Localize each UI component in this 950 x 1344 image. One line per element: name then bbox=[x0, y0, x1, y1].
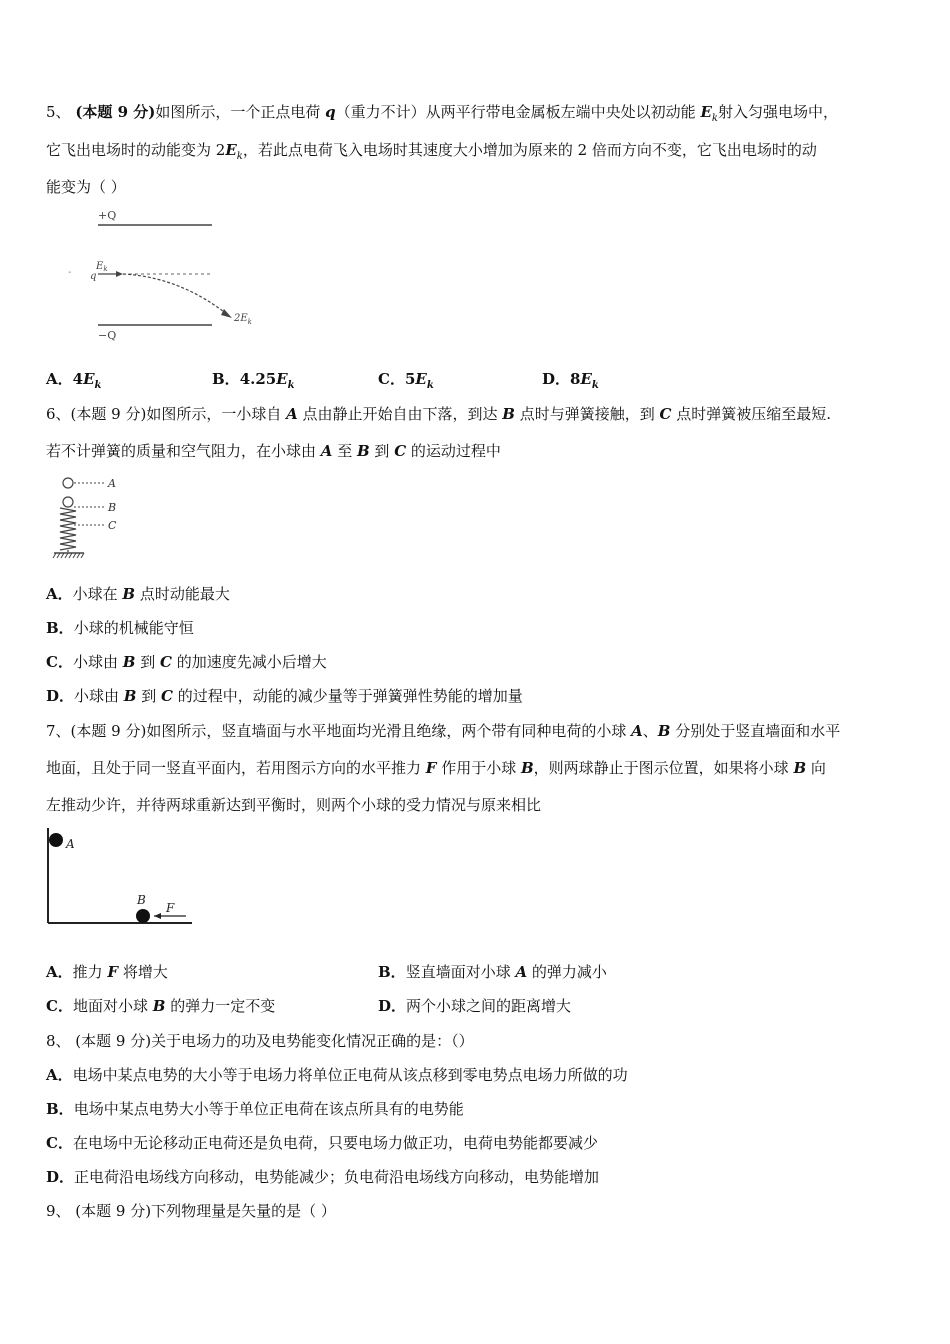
point-a-label: A bbox=[108, 477, 116, 490]
two-ek-label: $2E_k$ bbox=[234, 313, 252, 326]
q7-option-a[interactable]: A．推力 F 将增大 bbox=[46, 963, 168, 981]
q6-stem-line2: 若不计弹簧的质量和空气阻力，在小球由 A 至 B 到 C 的运动过程中 bbox=[46, 442, 501, 460]
point-c-label: C bbox=[108, 519, 117, 532]
q6-stem-line1: 6、(本题 9 分)如图所示，一小球自 A 点由静止开始自由下落，到达 B 点时与弹簧接触，到 C 点时弹簧被压缩至最短. bbox=[46, 405, 832, 423]
q9-stem: 9、 (本题 9 分)下列物理量是矢量的是（ ） bbox=[46, 1202, 336, 1220]
q5-option-d[interactable]: D．$8E_k$ bbox=[542, 370, 599, 391]
q5-option-c[interactable]: C．$5E_k$ bbox=[378, 370, 434, 391]
svg-text:-: - bbox=[68, 267, 72, 278]
q-label: q bbox=[90, 271, 97, 282]
q6-figure-spring bbox=[50, 475, 130, 560]
q7-option-c[interactable]: C．地面对小球 B 的弹力一定不变 bbox=[46, 997, 276, 1015]
q5-stem-line1: 5、 (本题 9 分)如图所示，一个正点电荷 q（重力不计）从两平行带电金属板左端中央处以初动能 $E_k$射入匀强电场中， bbox=[46, 103, 838, 124]
q5-stem-line3: 能变为（ ） bbox=[46, 178, 126, 196]
point-b-label: B bbox=[108, 501, 117, 514]
q7-option-d[interactable]: D．两个小球之间的距离增大 bbox=[378, 997, 572, 1015]
ek-label: $E_k$ bbox=[96, 261, 108, 273]
q6-option-c[interactable]: C．小球由 B 到 C 的加速度先减小后增大 bbox=[46, 653, 327, 671]
ball-a-label: A bbox=[66, 837, 75, 851]
plus-q-label: +Q bbox=[98, 209, 117, 222]
q8-option-b[interactable]: B．电场中某点电势大小等于单位正电荷在该点所具有的电势能 bbox=[46, 1100, 464, 1118]
q6-option-a[interactable]: A．小球在 B 点时动能最大 bbox=[46, 585, 230, 603]
force-f-label: F bbox=[166, 901, 175, 915]
q8-option-a[interactable]: A．电场中某点电势的大小等于电场力将单位正电荷从该点移到零电势点电场力所做的功 bbox=[46, 1066, 628, 1084]
q5-option-b[interactable]: B．$4.25E_k$ bbox=[212, 370, 295, 391]
q7-stem-line1: 7、(本题 9 分)如图所示，竖直墙面与水平地面均光滑且绝缘，两个带有同种电荷的小球 A、B 分别处于竖直墙面和水平 bbox=[46, 722, 841, 740]
q6-option-b[interactable]: B．小球的机械能守恒 bbox=[46, 619, 194, 637]
q5-figure-capacitor bbox=[60, 205, 280, 345]
q5-option-a[interactable]: A．$4E_k$ bbox=[46, 370, 102, 391]
q7-option-b[interactable]: B．竖直墙面对小球 A 的弹力减小 bbox=[378, 963, 607, 981]
q7-stem-line3: 左推动少许，并待两球重新达到平衡时，则两个小球的受力情况与原来相比 bbox=[46, 796, 542, 814]
q8-stem: 8、 (本题 9 分)关于电场力的功及电势能变化情况正确的是：（） bbox=[46, 1032, 474, 1050]
q7-figure-wall-floor bbox=[42, 826, 202, 932]
q8-option-c[interactable]: C．在电场中无论移动正电荷还是负电荷，只要电场力做正功，电荷电势能都要减少 bbox=[46, 1134, 598, 1152]
q6-option-d[interactable]: D．小球由 B 到 C 的过程中，动能的减少量等于弹簧弹性势能的增加量 bbox=[46, 687, 523, 705]
q5-stem-line2: 它飞出电场时的动能变为 $2E_k$，若此点电荷飞入电场时其速度大小增加为原来的 2 倍而方向不变，它飞出电场时的动 bbox=[46, 141, 817, 162]
ball-b-label: B bbox=[137, 893, 146, 907]
q7-stem-line2: 地面，且处于同一竖直平面内，若用图示方向的水平推力 F 作用于小球 B，则两球静止于图示位置，如果将小球 B 向 bbox=[46, 759, 826, 777]
minus-q-label: −Q bbox=[98, 329, 117, 342]
q8-option-d[interactable]: D．正电荷沿电场线方向移动，电势能减少；负电荷沿电场线方向移动，电势能增加 bbox=[46, 1168, 600, 1186]
